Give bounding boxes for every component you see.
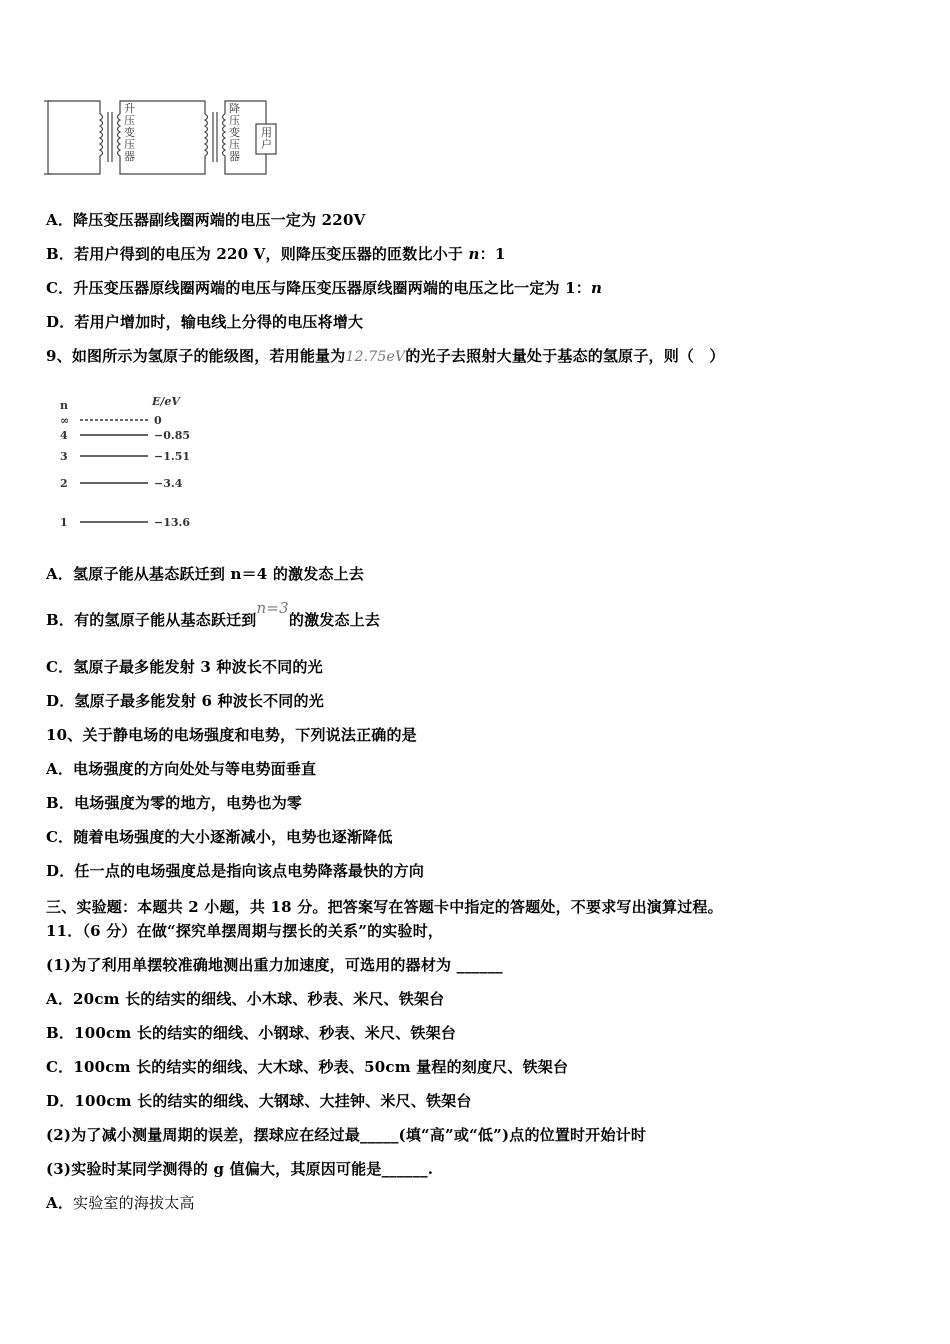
q9-option-d: D．氢原子最多能发射 6 种波长不同的光	[46, 692, 324, 710]
level-n-label: 4	[60, 429, 68, 442]
level-energy-label: 0	[154, 414, 162, 427]
level-n-label: ∞	[60, 414, 70, 427]
q10-option-c: C．随着电场强度的大小逐渐减小，电势也逐渐降低	[46, 828, 393, 846]
q8-option-c: C．升压变压器原线圈两端的电压与降压变压器原线圈两端的电压之比一定为 1：n	[46, 279, 603, 297]
transformer-circuit-figure	[40, 96, 280, 178]
e-header: E/eV	[152, 395, 180, 408]
section-3-heading: 三、实验题：本题共 2 小题，共 18 分。把答案写在答题卡中指定的答题处，不要求写出演算过程。	[46, 898, 723, 916]
q8-option-d: D．若用户增加时，输电线上分得的电压将增大	[46, 313, 364, 331]
q10-option-b: B．电场强度为零的地方，电势也为零	[46, 794, 303, 812]
q10-stem: 10、关于静电场的电场强度和电势，下列说法正确的是	[46, 726, 417, 744]
q9-option-c: C．氢原子最多能发射 3 种波长不同的光	[46, 658, 323, 676]
q11-option-b: B．100cm 长的结实的细线、小钢球、秒表、米尺、铁架台	[46, 1024, 457, 1042]
n-equals-3-math: n=3	[256, 599, 289, 617]
step-down-label: 降压变压器	[229, 102, 240, 163]
q11-stem: 11．（6 分）在做“探究单摆周期与摆长的关系”的实验时，	[46, 922, 444, 940]
q9-stem: 9、如图所示为氢原子的能级图，若用能量为12.75eV的光子去照射大量处于基态的氢原子，则（ ）	[46, 347, 725, 365]
level-energy-label: −0.85	[154, 429, 191, 442]
level-energy-label: −13.6	[154, 516, 191, 529]
q8-option-b: B．若用户得到的电压为 220 V，则降压变压器的匝数比小于 n：1	[46, 245, 506, 263]
q11-part3: (3)实验时某同学测得的 g 值偏大，其原因可能是______.	[46, 1160, 434, 1178]
q9-energy-value: 12.75eV	[345, 349, 406, 365]
q11-part3-option-a: A．实验室的海拔太高	[46, 1194, 195, 1212]
q8-option-a: A．降压变压器副线圈两端的电压一定为 220V	[46, 211, 366, 229]
q9-option-b: B．有的氢原子能从基态跃迁到n=3的激发态上去	[46, 599, 381, 629]
step-up-label: 升压变压器	[124, 102, 135, 163]
energy-level-diagram	[54, 392, 214, 532]
q11-option-a: A．20cm 长的结实的细线、小木球、秒表、米尺、铁架台	[46, 990, 445, 1008]
level-energy-label: −1.51	[154, 450, 191, 463]
q11-part1: (1)为了利用单摆较准确地测出重力加速度，可选用的器材为 ______	[46, 956, 503, 974]
level-energy-label: −3.4	[154, 477, 183, 490]
user-label: 用户	[261, 126, 272, 151]
level-n-label: 1	[60, 516, 68, 529]
level-n-label: 3	[60, 450, 68, 463]
q10-option-a: A．电场强度的方向处处与等电势面垂直	[46, 760, 317, 778]
level-n-label: 2	[60, 477, 68, 490]
n-header: n	[60, 399, 68, 412]
q11-part2: (2)为了减小测量周期的误差，摆球应在经过最_____(填“高”或“低”)点的位置时开始计时	[46, 1126, 647, 1144]
q10-option-d: D．任一点的电场强度总是指向该点电势降落最快的方向	[46, 862, 425, 880]
q9-option-a: A．氢原子能从基态跃迁到 n＝4 的激发态上去	[46, 565, 365, 583]
q11-option-c: C．100cm 长的结实的细线、大木球、秒表、50cm 量程的刻度尺、铁架台	[46, 1058, 569, 1076]
q11-option-d: D．100cm 长的结实的细线、大钢球、大挂钟、米尺、铁架台	[46, 1092, 472, 1110]
